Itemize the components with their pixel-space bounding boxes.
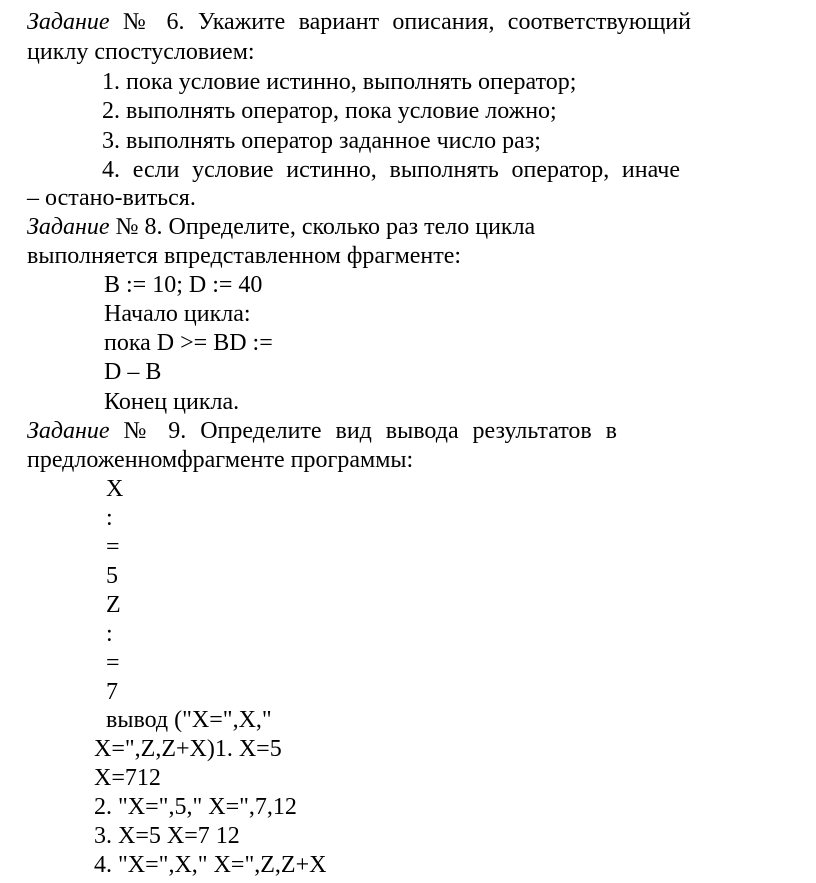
task8-heading-cont: выполняется впредставленном фрагменте: xyxy=(27,243,462,269)
task9-code-line-7: = xyxy=(106,650,120,676)
task8-code-line-3: пока D >= BD := xyxy=(104,330,273,356)
task6-option-3: 3. выполнять оператор заданное число раз; xyxy=(102,128,541,154)
task8-code-line-4: D – B xyxy=(104,359,162,385)
task8-code-line-5: Конец цикла. xyxy=(104,389,240,415)
task6-heading-cont: циклу спостусловием: xyxy=(27,39,255,65)
task6-label: Задание xyxy=(27,9,110,35)
task9-code-line-9: вывод ("X=",X," xyxy=(106,707,272,733)
task6-option-2: 2. выполнять оператор, пока условие ложно; xyxy=(102,98,557,124)
task6-option-4-cont: – остано-виться. xyxy=(27,185,196,211)
task9-code-line-6: : xyxy=(106,621,113,647)
task6-option-4: 4. если условие истинно, выполнять оператор, иначе xyxy=(102,157,680,183)
task9-code-line-4: 5 xyxy=(106,563,118,589)
task9-heading-cont: предложенномфрагменте программы: xyxy=(27,447,414,473)
task9-line-2: X=712 xyxy=(94,765,161,791)
task9-line-5: 4. "X=",X," X=",Z,Z+X xyxy=(94,852,327,878)
task9-line-4: 3. X=5 X=7 12 xyxy=(94,823,240,849)
task8-label: Задание xyxy=(27,214,110,240)
task6-heading-text: № 6. Укажите вариант описания, соответствующий xyxy=(109,9,691,35)
task9-line-3: 2. "X=",5," X=",7,12 xyxy=(94,794,297,820)
task8-code-line-2: Начало цикла: xyxy=(104,301,251,327)
task9-heading-text: № 9. Определите вид вывода результатов в xyxy=(109,418,617,444)
task9-code-line-2: : xyxy=(106,505,113,531)
task8-heading xyxy=(27,212,535,242)
task9-code-line-3: = xyxy=(106,534,120,560)
task6-heading xyxy=(27,7,691,37)
task9-label: Задание xyxy=(27,418,110,444)
task8-heading-text: № 8. Определите, сколько раз тело цикла xyxy=(109,214,536,240)
task9-code-line-5: Z xyxy=(106,592,121,618)
task9-heading xyxy=(27,416,617,446)
task9-code-line-1: X xyxy=(106,476,124,502)
task9-code-line-8: 7 xyxy=(106,679,118,705)
task8-code-line-1: B := 10; D := 40 xyxy=(104,272,263,298)
task9-line-1: X=",Z,Z+X)1. X=5 xyxy=(94,736,282,762)
task6-option-1: 1. пока условие истинно, выполнять оператор; xyxy=(102,69,577,95)
